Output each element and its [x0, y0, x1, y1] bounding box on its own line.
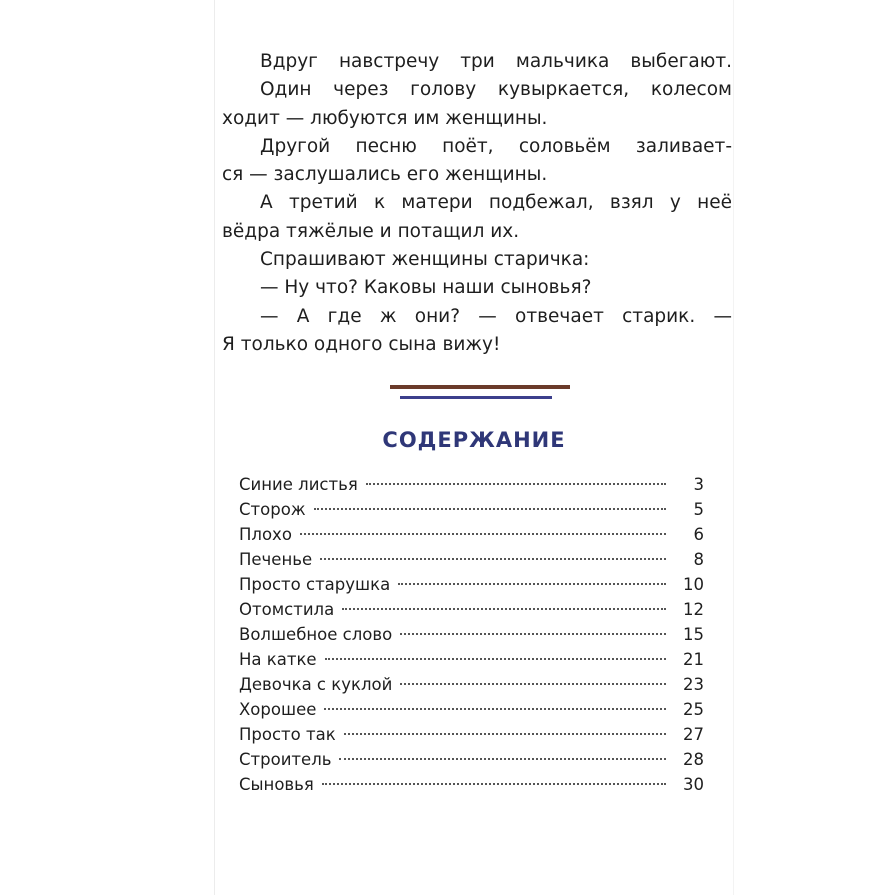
toc-entry-page-number: 21: [683, 650, 704, 669]
toc-entry-page-number: 28: [683, 750, 704, 769]
toc-entry-title: Просто так: [239, 725, 336, 744]
toc-entry-page-number: 5: [693, 500, 704, 519]
toc-entry-page-number: 12: [683, 600, 704, 619]
toc-entry: [239, 622, 704, 647]
story-line: вёдра тяжёлые и потащил их.: [222, 220, 520, 242]
toc-entry-title: На катке: [239, 650, 317, 669]
toc-entry-page-number: 3: [693, 475, 704, 494]
toc-dot-leader: [366, 483, 666, 485]
toc-entry-title: Сыновья: [239, 775, 314, 794]
toc-entry-title: Печенье: [239, 550, 313, 569]
toc-entry-page-number: 25: [683, 700, 704, 719]
toc-entry: [239, 747, 704, 772]
story-text: [222, 48, 732, 359]
toc-dot-leader: [339, 758, 666, 760]
toc-dot-leader: [320, 558, 666, 560]
toc-entry-title: Просто старушка: [239, 575, 391, 594]
toc-entry-title: Сторож: [239, 500, 306, 519]
toc-heading: СОДЕРЖАНИЕ: [382, 428, 566, 452]
toc-dot-leader: [344, 733, 666, 735]
toc-entry-title: Волшебное слово: [239, 625, 393, 644]
toc-dot-leader: [322, 783, 666, 785]
toc-entry-page-number: 30: [683, 775, 704, 794]
toc-entry: [239, 522, 704, 547]
toc-dot-leader: [300, 533, 666, 535]
toc-dot-leader: [400, 683, 666, 685]
toc-entry-page-number: 27: [683, 725, 704, 744]
toc-entry-page-number: 8: [693, 550, 704, 569]
toc-entry-page-number: 15: [683, 625, 704, 644]
toc-entry: [239, 672, 704, 697]
toc-entry-page-number: 10: [683, 575, 704, 594]
story-line: Другой песню поёт, соловьём заливает-: [260, 135, 732, 157]
toc-entry-title: Отомстила: [239, 600, 335, 619]
toc-dot-leader: [342, 608, 666, 610]
toc-entry: [239, 722, 704, 747]
toc-entry: [239, 547, 704, 572]
toc-entry: [239, 697, 704, 722]
toc-entry: [239, 572, 704, 597]
toc-entry-title: Строитель: [239, 750, 332, 769]
story-line: А третий к матери подбежал, взял у неё: [260, 192, 732, 214]
toc-dot-leader: [325, 658, 666, 660]
story-line: — А где ж они? — отвечает старик. —: [260, 305, 732, 327]
toc-dot-leader: [324, 708, 666, 710]
toc-entry-page-number: 6: [693, 525, 704, 544]
toc-dot-leader: [314, 508, 666, 510]
toc-entry-title: Плохо: [239, 525, 292, 544]
toc-dot-leader: [398, 583, 666, 585]
toc-entry: [239, 497, 704, 522]
table-of-contents: [239, 472, 704, 797]
story-line: Вдруг навстречу три мальчика выбегают.: [260, 51, 732, 72]
toc-entry: [239, 772, 704, 797]
page-margin-left: [0, 0, 214, 895]
section-divider-bottom: [400, 396, 552, 399]
section-divider-top: [390, 385, 570, 389]
toc-entry: [239, 472, 704, 497]
toc-entry: [239, 597, 704, 622]
toc-entry-title: Девочка с куклой: [239, 675, 393, 694]
toc-entry: [239, 647, 704, 672]
story-line: Спрашивают женщины старичка:: [260, 249, 590, 271]
story-line: — Ну что? Каковы наши сыновья?: [260, 277, 592, 299]
toc-entry-title: Хорошее: [239, 700, 317, 719]
story-line: ходит — любуются им женщины.: [222, 107, 548, 129]
story-line: Один через голову кувыркается, колесом: [260, 79, 732, 101]
toc-entry-title: Синие листья: [239, 475, 358, 494]
story-line: ся — заслушались его женщины.: [222, 164, 548, 186]
toc-entry-page-number: 23: [683, 675, 704, 694]
toc-dot-leader: [400, 633, 666, 635]
story-line: Я только одного сына вижу!: [222, 333, 501, 355]
